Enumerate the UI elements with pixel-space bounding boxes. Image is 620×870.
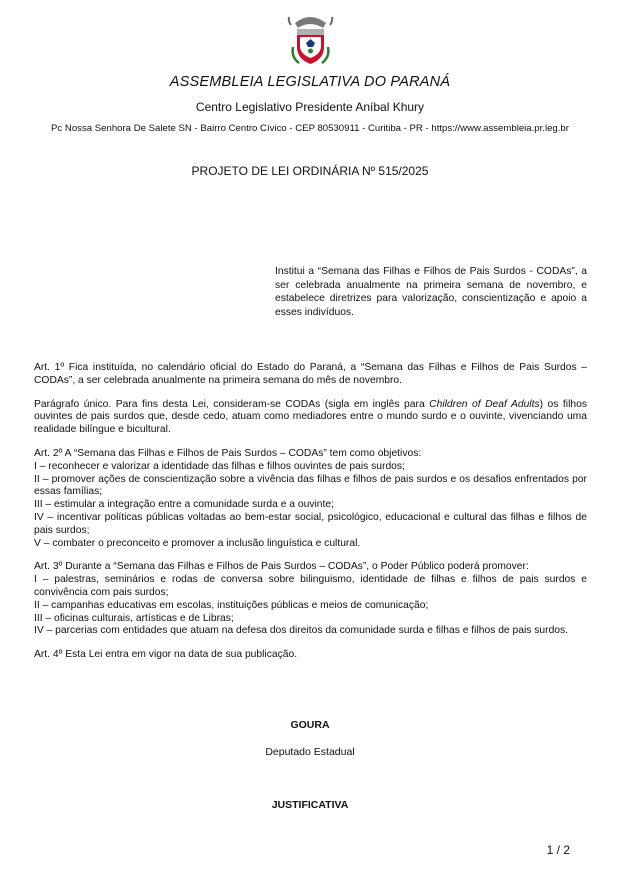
signer-role: Deputado Estadual — [265, 746, 355, 758]
article-3-item: IV – parcerias com entidades que atuam na defesa dos direitos da comunidade surda e filhas e filhos de pais surdos. — [34, 625, 569, 637]
article-2-item: V – combater o preconceito e promover a inclusão linguística e cultural. — [34, 537, 361, 549]
sole-paragraph-italic-term: Children of Deaf Adults — [429, 398, 540, 410]
article-4: Art. 4º Esta Lei entra em vigor na data de sua publicação. — [34, 649, 298, 661]
article-2-heading: Art. 2º A “Semana das Filhas e Filhos de Pais Surdos – CODAs” tem como objetivos: — [34, 447, 422, 459]
article-3-item: II – campanhas educativas em escolas, instituições públicas e meios de comunicação; — [34, 599, 429, 611]
justification-heading: JUSTIFICATIVA — [271, 799, 349, 811]
assembly-address: Pc Nossa Senhora De Salete SN - Bairro Centro Cívico - CEP 80530911 - Curitiba - PR - https://www.assembleia.pr.leg.br — [51, 123, 569, 134]
article-2-item: IV – incentivar políticas públicas voltadas ao bem-estar social, psicológico, educacional e cultural das filhas e filhos de pais surdos; — [34, 511, 587, 536]
article-3-item: I – palestras, seminários e rodas de conversa sobre bilinguismo, identidade de filhas e filhos de pais surdos e convivência com pais surdos; — [34, 574, 587, 598]
page-number: 1 / 2 — [546, 843, 570, 857]
bill-summary: Institui a “Semana das Filhas e Filhos de Pais Surdos - CODAs”, a ser celebrada anualmente na primeira semana de novembro, e estabelece diretrizes para valorização, conscientização e apoio a esses indivíduos. — [275, 266, 587, 318]
sole-paragraph — [34, 399, 587, 437]
bill-body — [34, 362, 587, 662]
sole-paragraph-text-a: Parágrafo único. Para fins desta Lei, consideram-se CODAs (sigla em inglês para — [34, 398, 430, 410]
legislative-center-name: Centro Legislativo Presidente Aníbal Khury — [195, 100, 425, 114]
article-1: Art. 1º Fica instituída, no calendário oficial do Estado do Paraná, a “Semana das Filhas e Filhos de Pais Surdos – CODAs”, a ser celebrada anualmente na primeira semana do mês de novembro. — [34, 362, 587, 386]
article-3-heading: Art. 3º Durante a “Semana das Filhas e Filhos de Pais Surdos – CODAs”, o Poder Público poderá promover: — [34, 561, 529, 573]
article-3-item: III – oficinas culturais, artísticas e de Libras; — [34, 612, 234, 624]
signer-name: GOURA — [290, 719, 330, 731]
article-2-item: II – promover ações de conscientização sobre a vivência das filhas e filhos de pais surdos e os desafios enfrentados por essas famílias; — [34, 473, 587, 498]
sole-paragraph-text-b: ) os filhos ouvintes de pais surdos que, desde cedo, atuam como mediadores entre o mundo surdo e o ouvinte, vivenciando uma realidade bilíngue e bicultural. — [34, 398, 587, 436]
article-2-item: III – estimular a integração entre a comunidade surda e a ouvinte; — [34, 499, 334, 511]
article-2-item: I – reconhecer e valorizar a identidade das filhas e filhos ouvintes de pais surdos; — [34, 460, 405, 472]
assembly-name: ASSEMBLEIA LEGISLATIVA DO PARANÁ — [169, 74, 451, 90]
bill-title: PROJETO DE LEI ORDINÁRIA Nº 515/2025 — [191, 164, 429, 178]
parana-coat-of-arms-icon — [287, 13, 334, 66]
